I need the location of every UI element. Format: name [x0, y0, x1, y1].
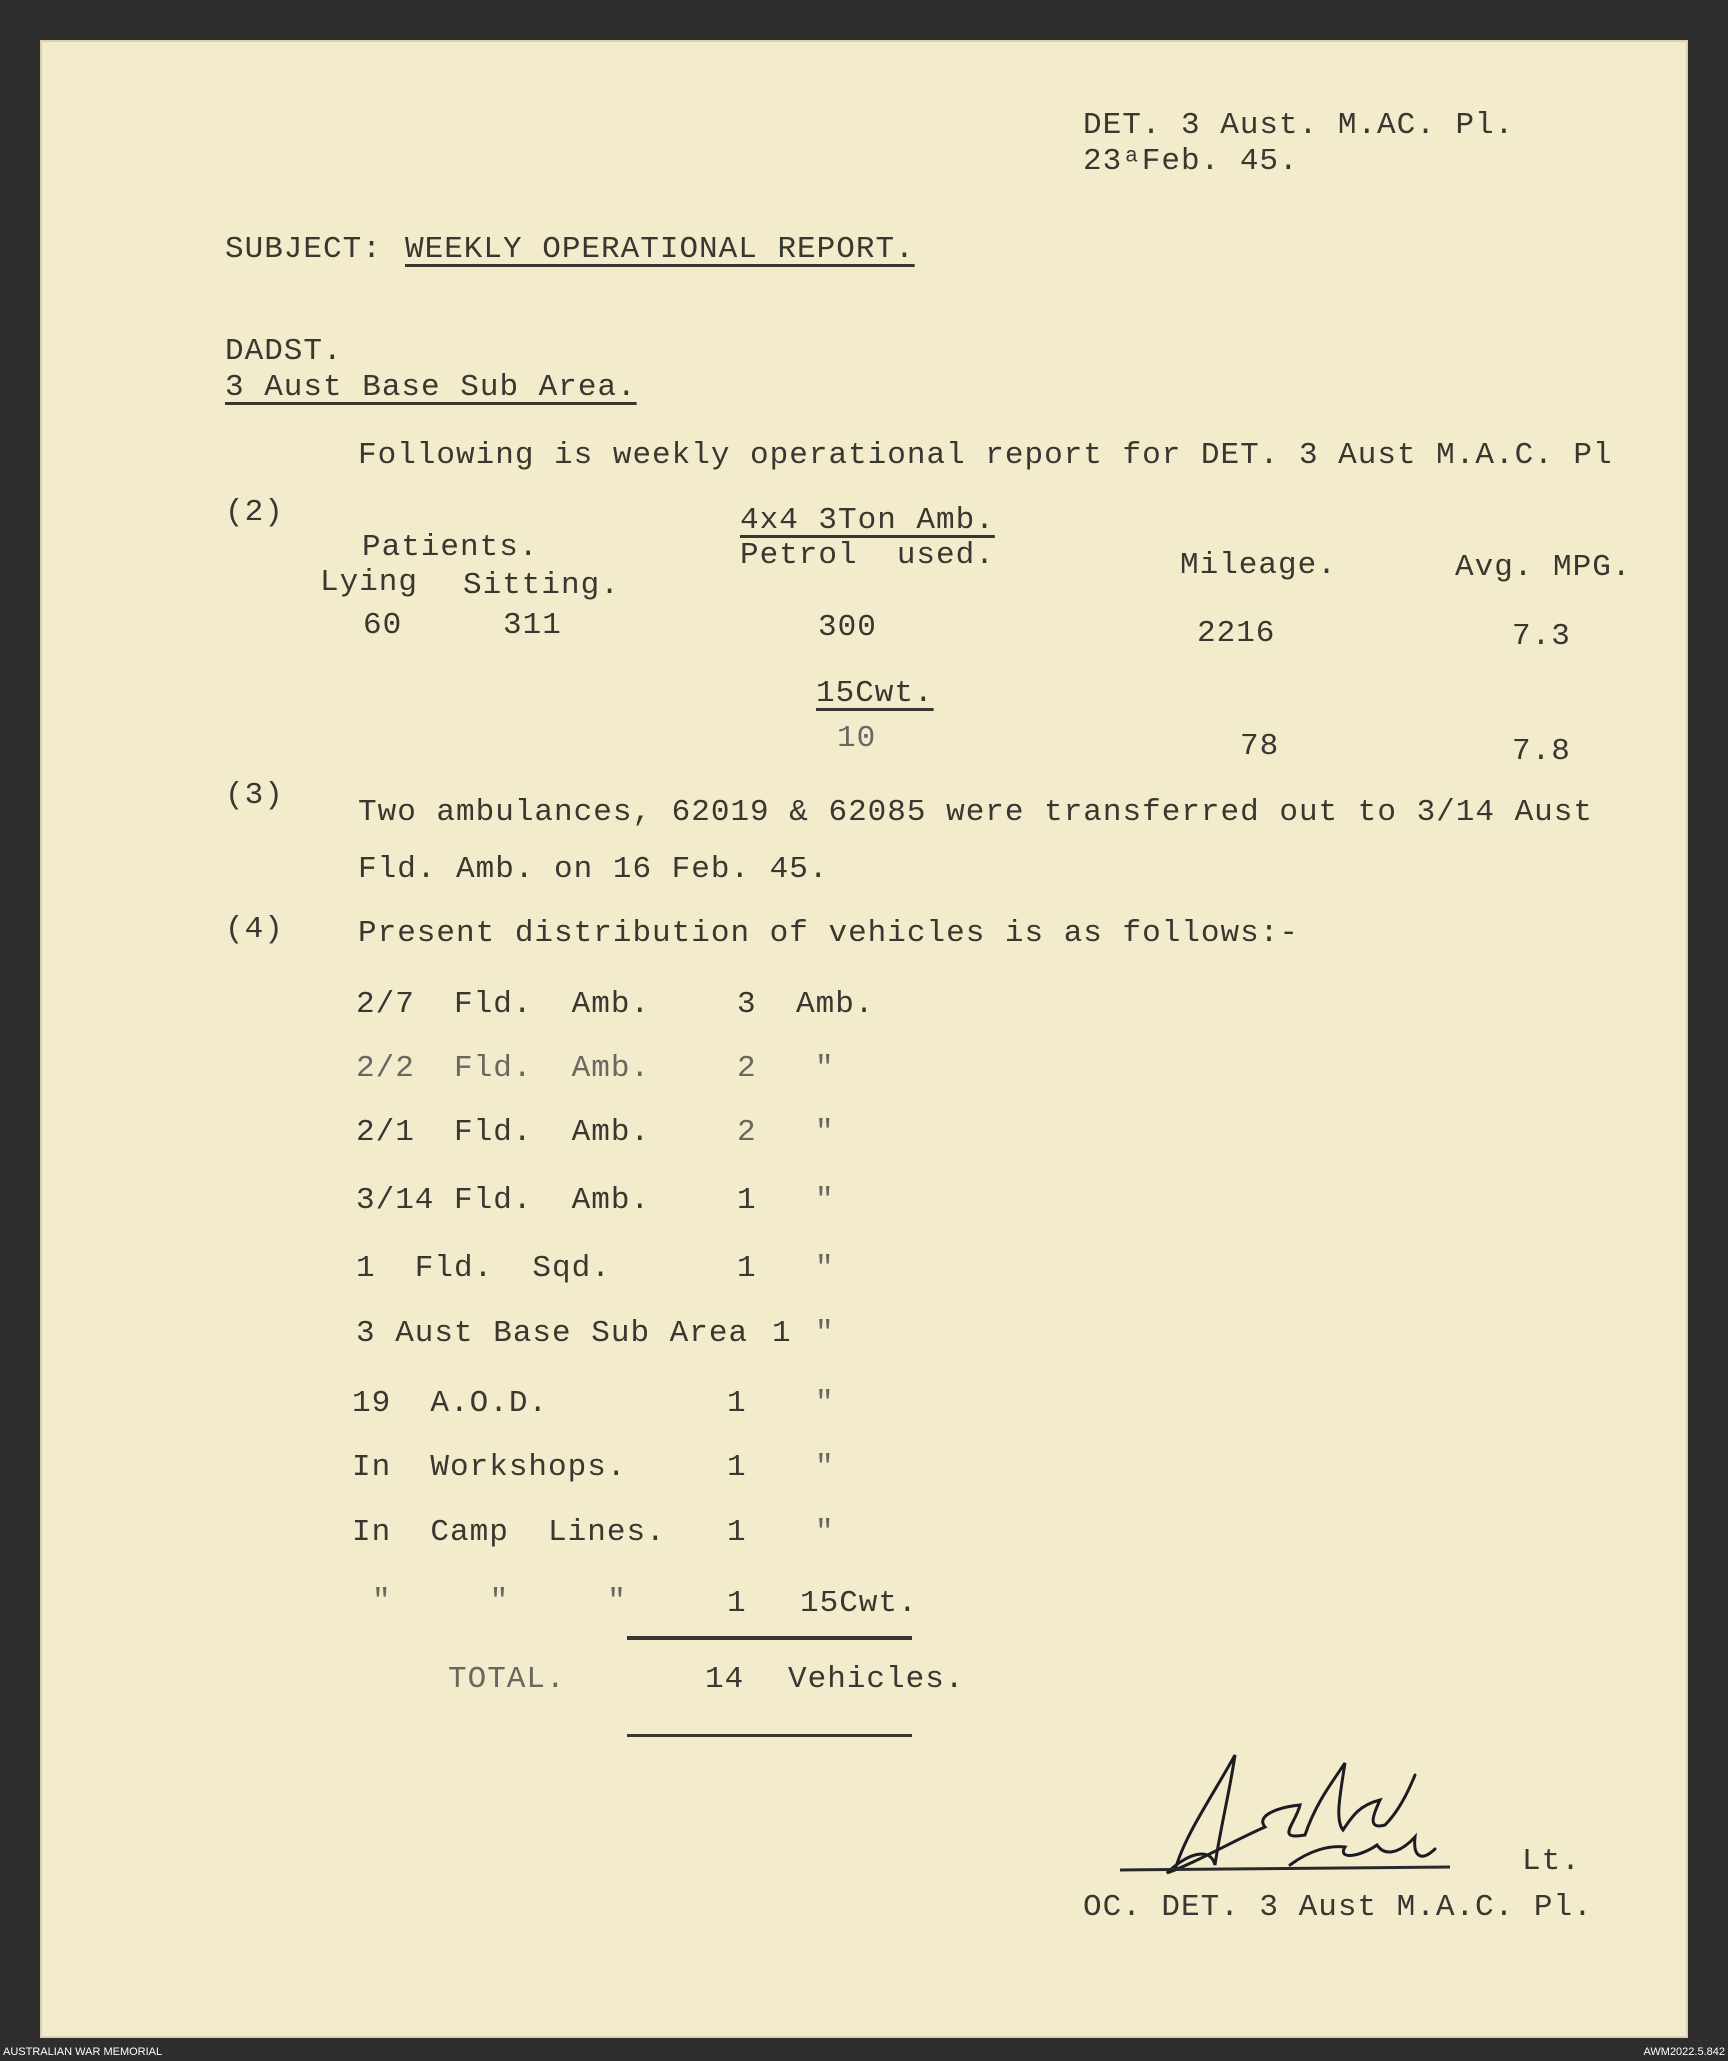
distribution-count: 2	[737, 1115, 757, 1150]
section2-number: (2)	[225, 495, 284, 530]
distribution-type: "	[815, 1515, 835, 1550]
footer-catalogue-number: AWM2022.5.842	[1643, 2046, 1725, 2058]
distribution-count: 1	[727, 1386, 747, 1421]
distribution-unit: 3/14 Fld. Amb.	[356, 1183, 651, 1218]
distribution-unit: 2/2 Fld. Amb.	[356, 1051, 651, 1086]
col-sitting: Sitting.	[463, 568, 620, 603]
distribution-type: "	[815, 1115, 835, 1150]
total-label: TOTAL.	[448, 1662, 566, 1697]
distribution-count: 1	[727, 1515, 747, 1550]
distribution-unit: 1 Fld. Sqd.	[356, 1251, 611, 1286]
section3-line1: Two ambulances, 62019 & 62085 were transferred out to 3/14 Aust	[358, 795, 1593, 830]
col-lying: Lying	[320, 565, 419, 600]
distribution-count: 1	[737, 1183, 757, 1218]
row1-mpg: 7.3	[1512, 619, 1571, 654]
signature-rank: Lt.	[1522, 1844, 1581, 1879]
footer-archive-label: AUSTRALIAN WAR MEMORIAL	[3, 2046, 163, 2058]
distribution-unit: In Camp Lines.	[352, 1515, 666, 1550]
distribution-unit: " " "	[372, 1584, 627, 1619]
row1-mileage: 2216	[1197, 616, 1276, 651]
total-rule-bottom	[627, 1734, 912, 1737]
total-rule-top	[627, 1636, 912, 1640]
distribution-unit: 19 A.O.D.	[352, 1386, 549, 1421]
distribution-count: 1	[737, 1251, 757, 1286]
distribution-type: 15Cwt.	[800, 1586, 918, 1621]
col-avg-mpg: Avg. MPG.	[1455, 550, 1632, 585]
vehicle-type-15cwt: 15Cwt.	[816, 676, 934, 711]
handwritten-signature	[1115, 1745, 1455, 1890]
distribution-unit: 2/7 Fld. Amb.	[356, 987, 651, 1022]
row2-mileage: 78	[1240, 729, 1280, 764]
signature-title: OC. DET. 3 Aust M.A.C. Pl.	[1083, 1890, 1593, 1925]
distribution-type: "	[815, 1051, 835, 1086]
distribution-type: "	[815, 1450, 835, 1485]
col-petrol-used: Petrol used.	[740, 538, 995, 573]
distribution-type: Amb.	[796, 987, 875, 1022]
intro-line: Following is weekly operational report for DET. 3 Aust M.A.C. Pl	[358, 438, 1613, 473]
total-unit: Vehicles.	[788, 1662, 965, 1697]
distribution-type: "	[815, 1183, 835, 1218]
row1-lying: 60	[363, 608, 403, 643]
addressee-line1: DADST.	[225, 334, 343, 369]
row1-petrol: 300	[818, 610, 877, 645]
section3-number: (3)	[225, 778, 284, 813]
header-unit: DET. 3 Aust. M.AC. Pl.	[1083, 108, 1515, 143]
row2-mpg: 7.8	[1512, 734, 1571, 769]
section4-number: (4)	[225, 912, 284, 947]
distribution-count: 2	[737, 1051, 757, 1086]
distribution-unit: 3 Aust Base Sub Area	[356, 1316, 749, 1351]
total-count: 14	[705, 1662, 745, 1697]
addressee-line2: 3 Aust Base Sub Area.	[225, 370, 637, 405]
vehicle-type-3ton: 4x4 3Ton Amb.	[740, 503, 995, 538]
row2-petrol: 10	[837, 721, 877, 756]
row1-sitting: 311	[503, 608, 562, 643]
distribution-unit: In Workshops.	[352, 1450, 627, 1485]
distribution-unit: 2/1 Fld. Amb.	[356, 1115, 651, 1150]
distribution-count: 1	[727, 1450, 747, 1485]
subject-title: WEEKLY OPERATIONAL REPORT.	[405, 232, 915, 267]
distribution-type: "	[815, 1251, 835, 1286]
header-date: 23ᵃFeb. 45.	[1083, 144, 1299, 179]
distribution-count: 1	[772, 1316, 792, 1351]
distribution-count: 3	[737, 987, 757, 1022]
col-mileage: Mileage.	[1180, 548, 1337, 583]
distribution-type: "	[815, 1386, 835, 1421]
subject-label: SUBJECT:	[225, 232, 382, 267]
col-patients: Patients.	[362, 530, 539, 565]
section4-intro: Present distribution of vehicles is as follows:-	[358, 916, 1299, 951]
section3-line2: Fld. Amb. on 16 Feb. 45.	[358, 852, 829, 887]
distribution-type: "	[815, 1316, 835, 1351]
distribution-count: 1	[727, 1586, 747, 1621]
